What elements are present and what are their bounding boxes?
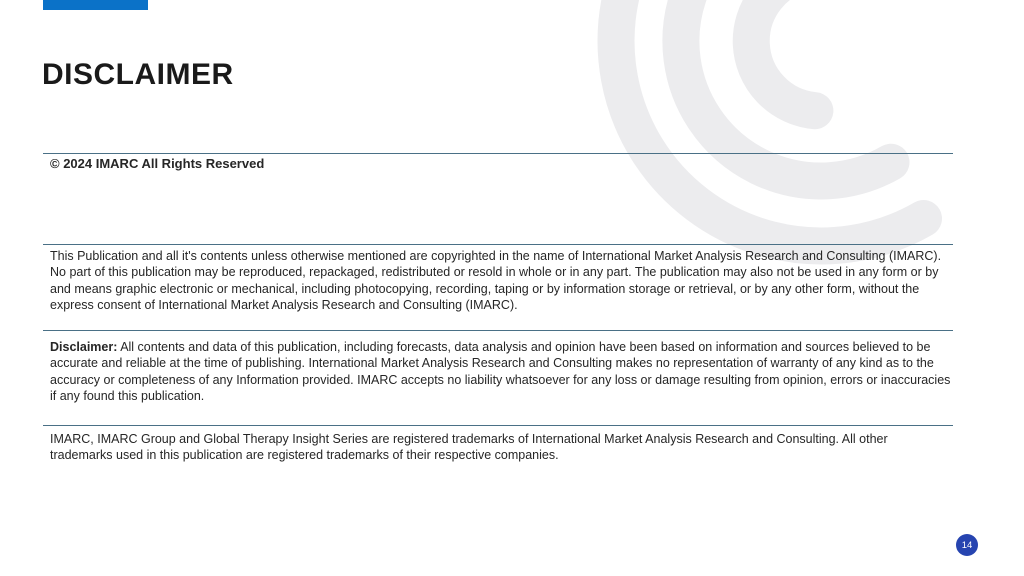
divider	[43, 244, 953, 245]
disclaimer-body: All contents and data of this publication, including forecasts, data analysis and opinion have been based on information and sources believed to be accurate and reliable at the time of publishing. International Market Analysis Research and Consulting makes no representation of warranty of any kind as to the accuracy or completeness of any Information provided. IMARC accepts no liability whatsoever for any loss or damage resulting from opinion, errors or inaccuracies if any found this publication.	[50, 340, 951, 403]
accent-bar	[43, 0, 148, 10]
divider	[43, 153, 953, 154]
divider	[43, 330, 953, 331]
page-title: DISCLAIMER	[42, 58, 234, 91]
divider	[43, 425, 953, 426]
copyright-text: © 2024 IMARC All Rights Reserved	[50, 156, 265, 171]
paragraph-trademarks: IMARC, IMARC Group and Global Therapy Insight Series are registered trademarks of International Market Analysis Research and Consulting. All other trademarks used in this publication are registered trademarks of their respective companies.	[50, 432, 888, 463]
disclaimer-label: Disclaimer:	[50, 340, 118, 354]
paragraph-copyright-notice: This Publication and all it's contents unless otherwise mentioned are copyrighted in the name of International Market Analysis Research and Consulting (IMARC). No part of this publication may be reproduced, repackaged, redistributed or resold in whole or in any part. The publication may also not be used in any form or by and means graphic electronic or mechanical, including photocopying, recording, taping or by information storage or retrieval, or by any other form, without the express consent of International Market Analysis Research and Consulting (IMARC).	[50, 249, 942, 312]
page-number-badge: 14	[956, 534, 978, 556]
paragraph-disclaimer	[50, 339, 951, 404]
